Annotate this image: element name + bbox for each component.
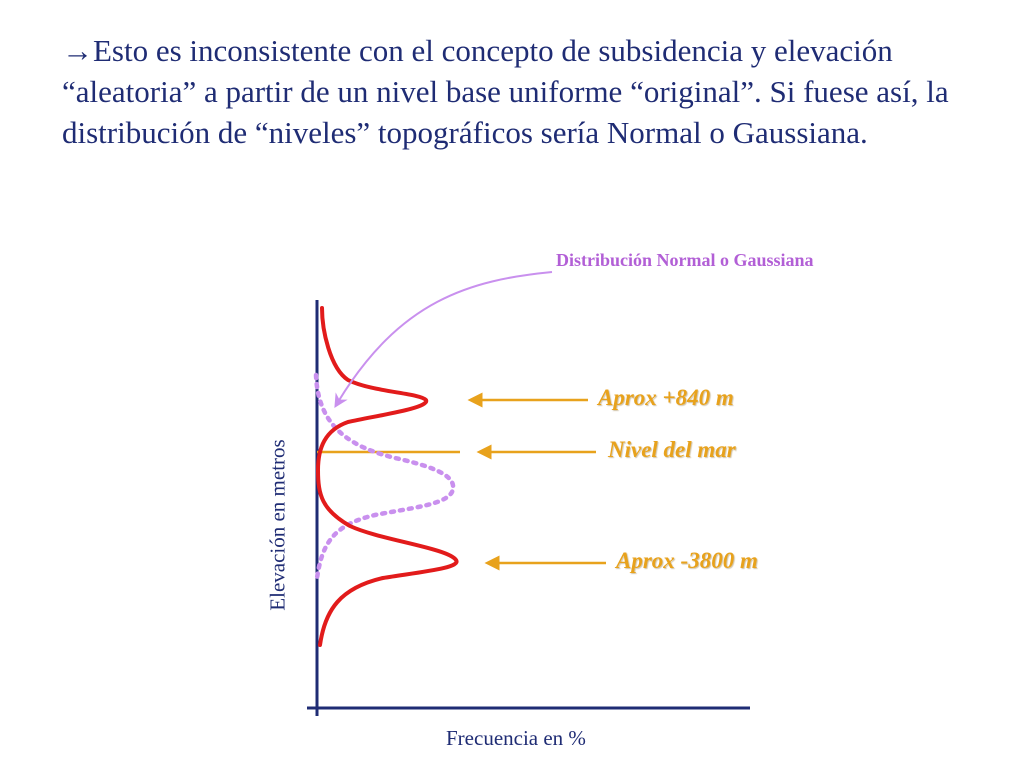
slide-paragraph: Esto es inconsistente con el concepto de subsidencia y elevación “aleatoria” a partir de un nivel base uniforme “original”. Si fuese así, la distribución de “niveles” topográficos sería Normal o Gaussiana. xyxy=(62,33,949,150)
sea-level-label: Nivel del mar xyxy=(608,437,736,462)
peak-high-label: Aprox +840 m xyxy=(598,385,734,410)
normal-annotation-arrow xyxy=(338,272,552,402)
bimodal-distribution-curve xyxy=(318,308,457,645)
y-axis-label: Elevación en metros xyxy=(265,439,290,611)
x-axis-label: Frecuencia en % xyxy=(446,726,586,750)
arrow-right-icon: → xyxy=(62,33,93,68)
normal-distribution-label: Distribución Normal o Gaussiana xyxy=(556,250,814,270)
peak-low-label: Aprox -3800 m xyxy=(616,548,758,573)
